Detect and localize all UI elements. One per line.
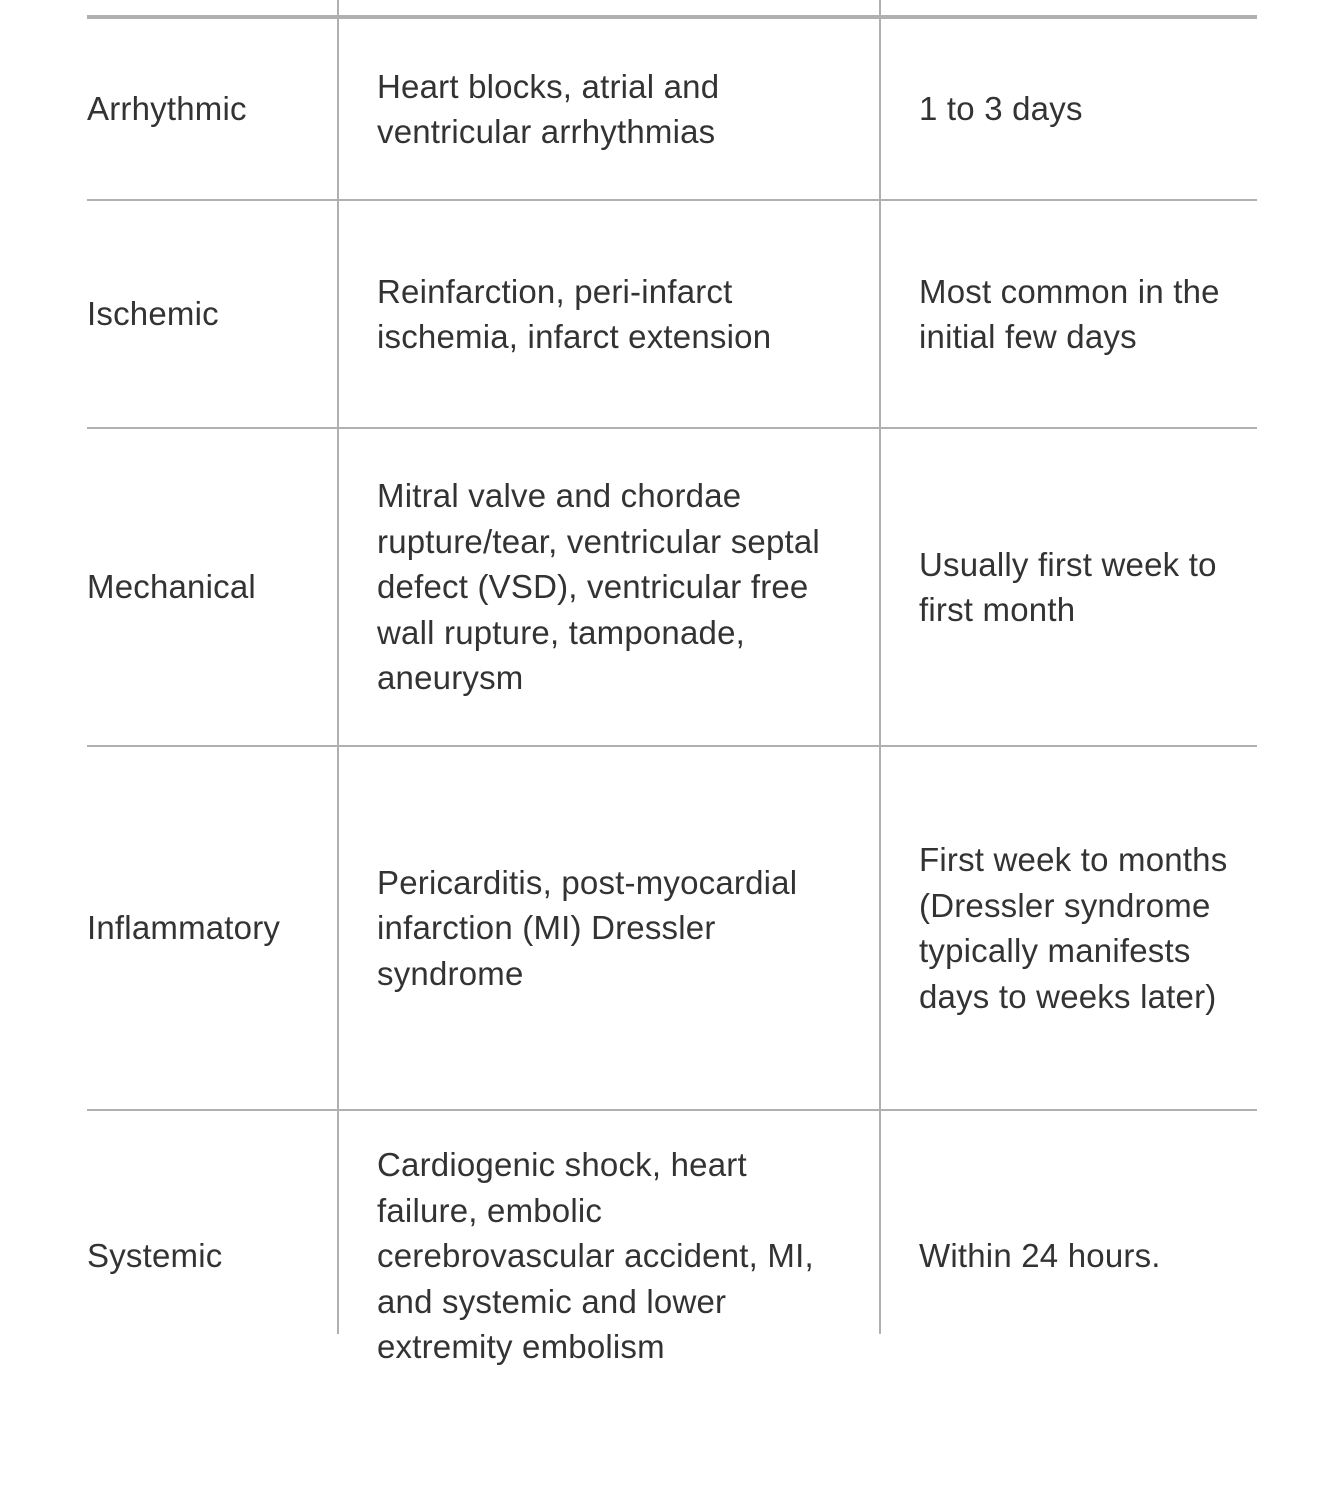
complications-cell: Reinfarction, peri-infarct ischemia, infarct extension [377, 272, 772, 355]
complications-cell: Pericarditis, post-myocardial infarction (MI) Dressler syndrome [377, 863, 798, 992]
complications-cell: Heart blocks, atrial and ventricular arrhythmias [377, 67, 720, 150]
timing-cell: Most common in the initial few days [919, 272, 1220, 355]
table-row-partial [87, 0, 1257, 17]
complications-table [87, 0, 1257, 1365]
timing-cell: Within 24 hours. [919, 1237, 1161, 1274]
table-row [87, 199, 1257, 427]
timing-cell: Usually first week to first month [919, 545, 1217, 628]
timing-cell: First week to months (Dressler syndrome typically manifests days to weeks later) [919, 841, 1228, 1015]
table-row [87, 745, 1257, 1109]
table-row [87, 1109, 1257, 1489]
timing-cell: 1 to 3 days [919, 90, 1083, 128]
category-cell: Systemic [87, 1237, 223, 1274]
table-row [87, 17, 1257, 199]
complications-cell: Mitral valve and chordae rupture/tear, ventricular septal defect (VSD), ventricular free wall rupture, tamponade, aneurysm [377, 477, 820, 697]
table-row [87, 427, 1257, 745]
category-cell: Ischemic [87, 295, 219, 333]
category-cell: Mechanical [87, 568, 256, 606]
category-cell: Arrhythmic [87, 90, 247, 128]
category-cell: Inflammatory [87, 909, 281, 947]
complications-cell: Cardiogenic shock, heart failure, embolic cerebrovascular accident, MI, and systemic and lower extremity embolism [377, 1146, 814, 1365]
